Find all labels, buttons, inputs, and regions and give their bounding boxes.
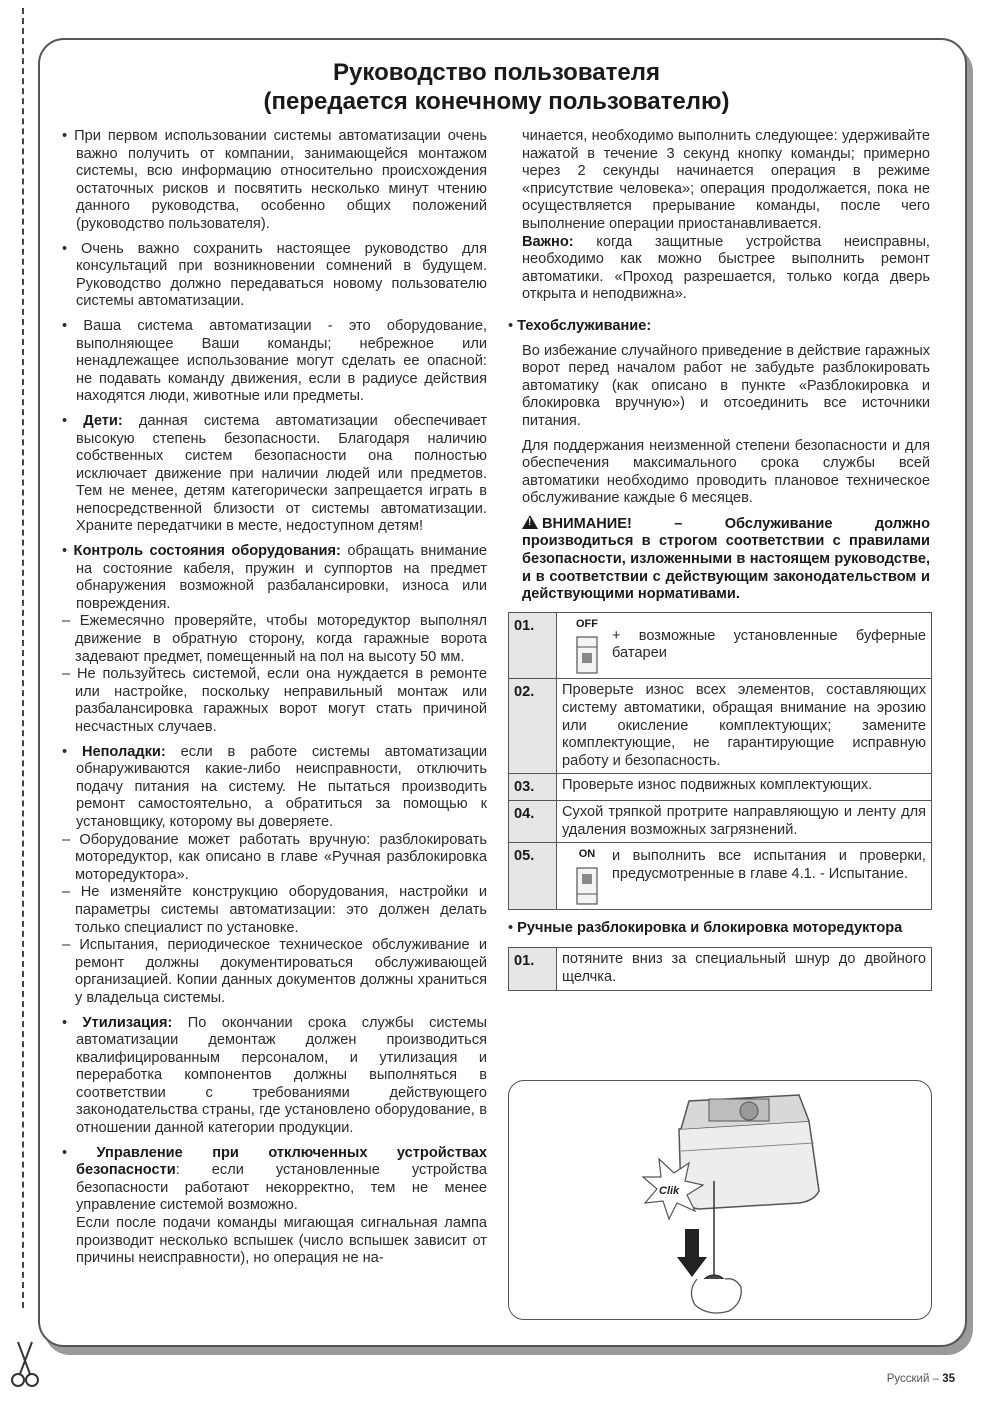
title-line-1: Руководство пользователя xyxy=(333,59,660,86)
control-dash-1: – Ежемесячно проверяйте, чтобы моторедуктор выполнял движение в обратную сторону, когда гаражные ворота задевают предмет, помещенный на пол на высоту 50 мм. xyxy=(62,613,487,665)
step-text-cell xyxy=(557,612,932,679)
table-row xyxy=(509,948,932,990)
important-label: Важно: xyxy=(522,233,574,250)
faults-dash-3: – Испытания, периодическое техническое обслуживание и ремонт должны документироваться обслуживающей организацией. Копии данных документов должны храниться у владельца системы. xyxy=(62,937,487,1006)
maintenance-steps-table xyxy=(508,612,932,910)
page-number: 35 xyxy=(942,1373,955,1385)
step-text: Сухой тряпкой протрите направляющую и ленту для удаления возможных загрязнений. xyxy=(557,801,932,843)
paragraph-keep-manual: • Очень важно сохранить настоящее руководство для консультаций при возникновении сомнений в будущем. Руководство должно передаваться новому пользователю системы автоматизации. xyxy=(62,240,487,310)
page-footer xyxy=(887,1373,955,1385)
title-line-2: (передается конечному пользователю) xyxy=(263,88,730,115)
maintenance-heading: • Техобслуживание: xyxy=(508,317,652,334)
paragraph-faults: • Неполадки: если в работе системы автоматизации обнаруживаются какие-либо неисправности, отключить подачу питания на систему. Не пытаться производить ремонт самостоятельно, а обратиться за помощью к установщику, которому вы доверяете. xyxy=(62,743,488,830)
step-number: 04. xyxy=(509,801,557,843)
footer-language: Русский – xyxy=(886,1373,943,1385)
step-number: 01. xyxy=(509,612,557,679)
warning-icon xyxy=(522,515,538,529)
faults-dash-1: – Оборудование может работать вручную: разблокировать моторедуктор, как описано в главе «Ручная разблокировка моторедуктора». xyxy=(62,831,488,883)
scissors-icon xyxy=(8,1340,42,1390)
control-dash-2: – Не пользуйтесь системой, если она нуждается в ремонте или настройке, поскольку неправильный монтаж или разбалансировка гаражных ворот могут стать причиной несчастных случаев. xyxy=(62,666,487,735)
paragraph-children: • Дети: данная система автоматизации обеспечивает высокую степень безопасности. Благодаря наличию собственных систем безопасности она полностью исключает движение при наличии людей или предметов. Тем не менее, детям категорически запрещается играть в непосредственной близости от системы автоматизации. Храните передатчики в месте, недоступном детям! xyxy=(62,412,487,535)
step-text: Проверьте износ всех элементов, составляющих систему автоматики, обращая внимание на эрозию или окисление комплектующих; замените комплектующие, не гарантирующие исправную работу и безопасность. xyxy=(557,679,932,774)
step-text-cell xyxy=(557,843,932,910)
step-number: 01. xyxy=(509,948,557,990)
faults-dash-2: – Не изменяйте конструкцию оборудования, настройки и параметры системы автоматизации: это должен делать только специалист по установке. xyxy=(62,884,487,936)
paragraph-important: Важно: когда защитные устройства неисправны, необходимо как можно быстрее выполнить ремонт автоматики. «Проход разрешается, только когда дверь открыта и неподвижна». xyxy=(522,233,930,303)
step-text: Проверьте износ подвижных комплектующих. xyxy=(557,774,932,801)
right-column xyxy=(508,128,930,991)
table-row xyxy=(509,612,932,679)
table-row xyxy=(509,679,932,774)
breaker-off-icon xyxy=(562,616,612,676)
paragraph-continuation: чинается, необходимо выполнить следующее: удерживайте нажатой в течение 3 секунд кнопку команды; примерно через 2 секунды начинается операция в режиме «присутствие человека»; операция продолжается, пока не осуществляется прерывание команды, после чего выполнение операции приостанавливается. xyxy=(522,128,930,232)
manual-release-illustration xyxy=(508,1080,932,1320)
control-off-label: Управление при отключенных устройствах безопасности xyxy=(76,1144,487,1179)
manual-release-table xyxy=(508,947,932,990)
paragraph-first-use: • При первом использовании системы автоматизации очень важно получить от компании, занимающейся монтажом системы, всю информацию относительно происхождения остаточных рисков и посвятить несколько минут чтению данного руководства, особенно общих положений (руководство пользователя). xyxy=(62,128,487,232)
paragraph-disposal: • Утилизация: По окончании срока службы системы автоматизации демонтаж должен производиться квалифицированным персоналом, и утилизация и переработка компонентов должны выполняться в соответствии с требованиями действующего законодательства страны, где установлено оборудование, в отношении данной категории продукции. xyxy=(62,1014,487,1137)
step-text: + возможные установленные буферные батареи xyxy=(612,627,926,662)
paragraph-system: • Ваша система автоматизации - это оборудование, выполняющее Ваши команды; небрежное или ненадлежащее использование могут сделать ее опасной: не подавать команду движения, если в радиусе действия находятся люди, животные или предметы. xyxy=(62,317,487,405)
disposal-label: Утилизация: xyxy=(82,1014,173,1031)
paragraph-control-off-2: Если после подачи команды мигающая сигнальная лампа производит несколько вспышек (число вспышек зависит от причины неисправности), но операция не на- xyxy=(76,1215,487,1267)
left-column xyxy=(62,128,487,1275)
step-text: и выполнить все испытания и проверки, предусмотренные в главе 4.1. - Испытание. xyxy=(612,848,926,882)
warning-block: !ВНИМАНИЕ! – Обслуживание должно производиться в строгом соответствии с правилами безопасности, изложенными в настоящем руководстве, и в соответствии с действующим законодательством и действующими нормативами. xyxy=(508,515,930,604)
step-number: 02. xyxy=(509,679,557,774)
control-label: Контроль состояния оборудования: xyxy=(73,543,341,560)
paragraph-control-off: • Управление при отключенных устройствах безопасности: если установленные устройства безопасности работают некорректно, тем не менее управление системой возможно. xyxy=(62,1144,487,1214)
manual-release-heading: • Ручные разблокировка и блокировка моторедуктора xyxy=(508,919,903,936)
children-label: Дети: xyxy=(83,412,123,429)
step-number: 03. xyxy=(509,774,557,801)
paragraph-control: • Контроль состояния оборудования: обращать внимание на состояние кабеля, пружин и суппортов на предмет обнаружения возможной разбалансировки, износа или повреждения. xyxy=(62,543,487,612)
page-title xyxy=(0,58,993,116)
motor-release-drawing xyxy=(509,1081,931,1319)
maintenance-paragraph-1: Во избежание случайного приведение в действие гаражных ворот перед началом работ не забудьте разблокировать автоматику (как описано в пункте «Разблокировка и блокировка вручную») и отсоединить все источники питания. xyxy=(522,342,930,429)
step-text: потяните вниз за специальный шнур до двойного щелчка. xyxy=(557,948,932,990)
faults-label: Неполадки: xyxy=(81,743,166,760)
table-row xyxy=(509,843,932,910)
switch-label: OFF xyxy=(576,617,598,630)
clik-label: Clik xyxy=(659,1185,680,1197)
maintenance-paragraph-2: Для поддержания неизменной степени безопасности и для обеспечения максимального срока службы всей автоматики необходимо проводить плановое техническое обслуживание каждые 6 месяцев. xyxy=(522,437,930,507)
cut-line xyxy=(22,8,24,1308)
table-row xyxy=(509,774,932,801)
step-number: 05. xyxy=(509,843,557,910)
switch-label: ON xyxy=(578,848,596,861)
table-row xyxy=(509,801,932,843)
breaker-on-icon xyxy=(562,846,612,906)
